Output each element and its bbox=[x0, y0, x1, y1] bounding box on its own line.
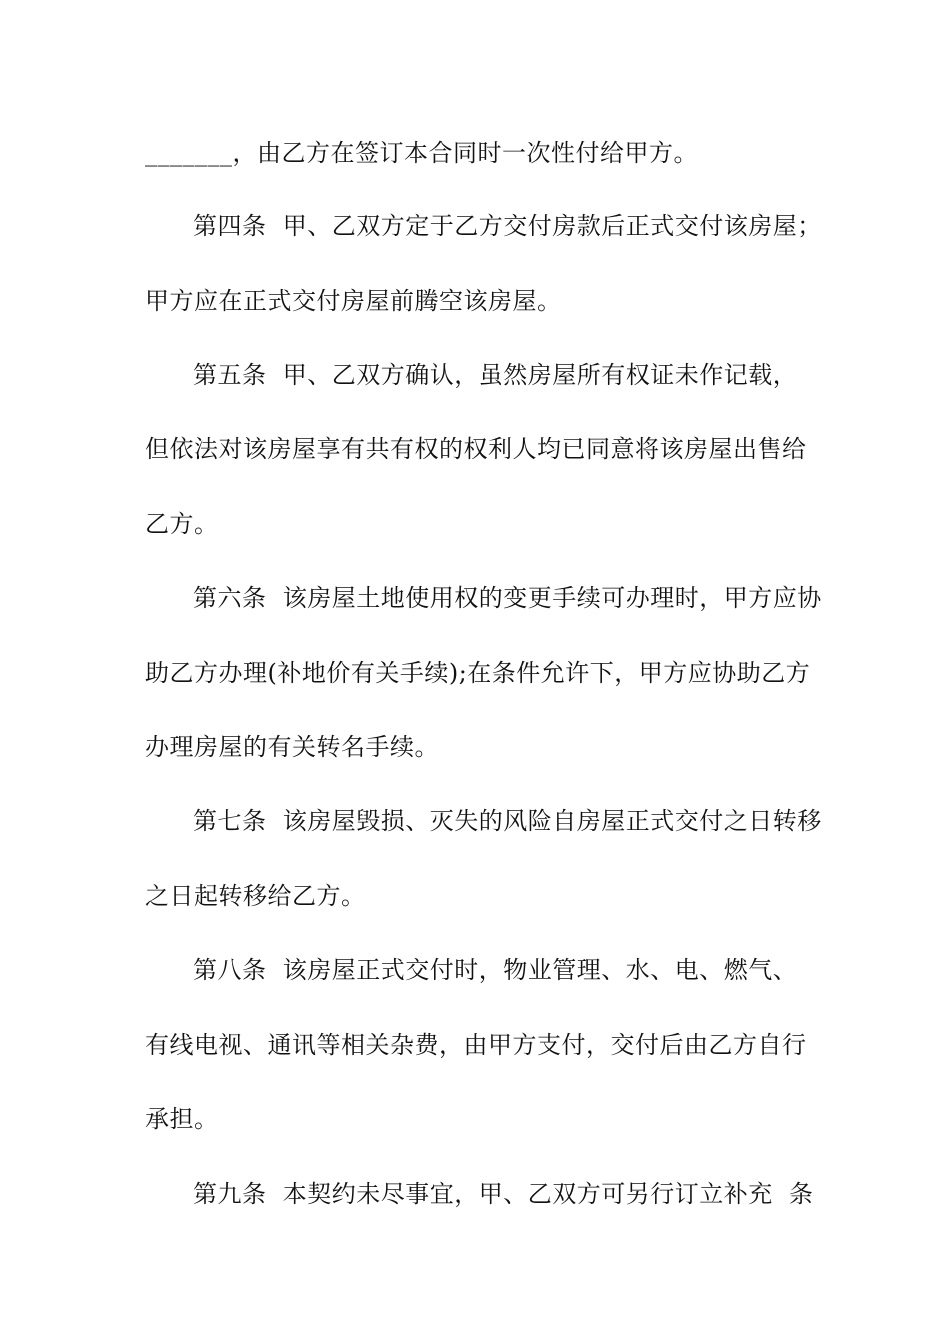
text-line-3: 甲方应在正式交付房屋前腾空该房屋。 bbox=[145, 287, 562, 315]
text-line-7: 第六条 该房屋土地使用权的变更手续可办理时，甲方应协 bbox=[193, 584, 822, 612]
text-line-15: 第九条 本契约未尽事宜，甲、乙双方可另行订立补充 条 bbox=[193, 1180, 814, 1208]
text-line-14: 承担。 bbox=[145, 1105, 219, 1133]
text-line-13: 有线电视、通讯等相关杂费，由甲方支付，交付后由乙方自行 bbox=[145, 1031, 807, 1059]
text-line-2: 第四条 甲、乙双方定于乙方交付房款后正式交付该房屋； bbox=[193, 212, 822, 240]
text-line-6: 乙方。 bbox=[145, 510, 219, 538]
text-line-1: _______，由乙方在签订本合同时一次性付给甲方。 bbox=[145, 139, 698, 167]
text-line-4: 第五条 甲、乙双方确认，虽然房屋所有权证未作记载， bbox=[193, 361, 798, 389]
text-line-8: 助乙方办理(补地价有关手续);在条件允许下，甲方应协助乙方 bbox=[145, 659, 811, 687]
text-line-12: 第八条 该房屋正式交付时，物业管理、水、电、燃气、 bbox=[193, 956, 798, 984]
text-line-9: 办理房屋的有关转名手续。 bbox=[145, 733, 439, 761]
text-line-5: 但依法对该房屋享有共有权的权利人均已同意将该房屋出售给 bbox=[145, 435, 807, 463]
text-line-11: 之日起转移给乙方。 bbox=[145, 882, 366, 910]
text-line-10: 第七条 该房屋毁损、灭失的风险自房屋正式交付之日转移 bbox=[193, 807, 822, 835]
